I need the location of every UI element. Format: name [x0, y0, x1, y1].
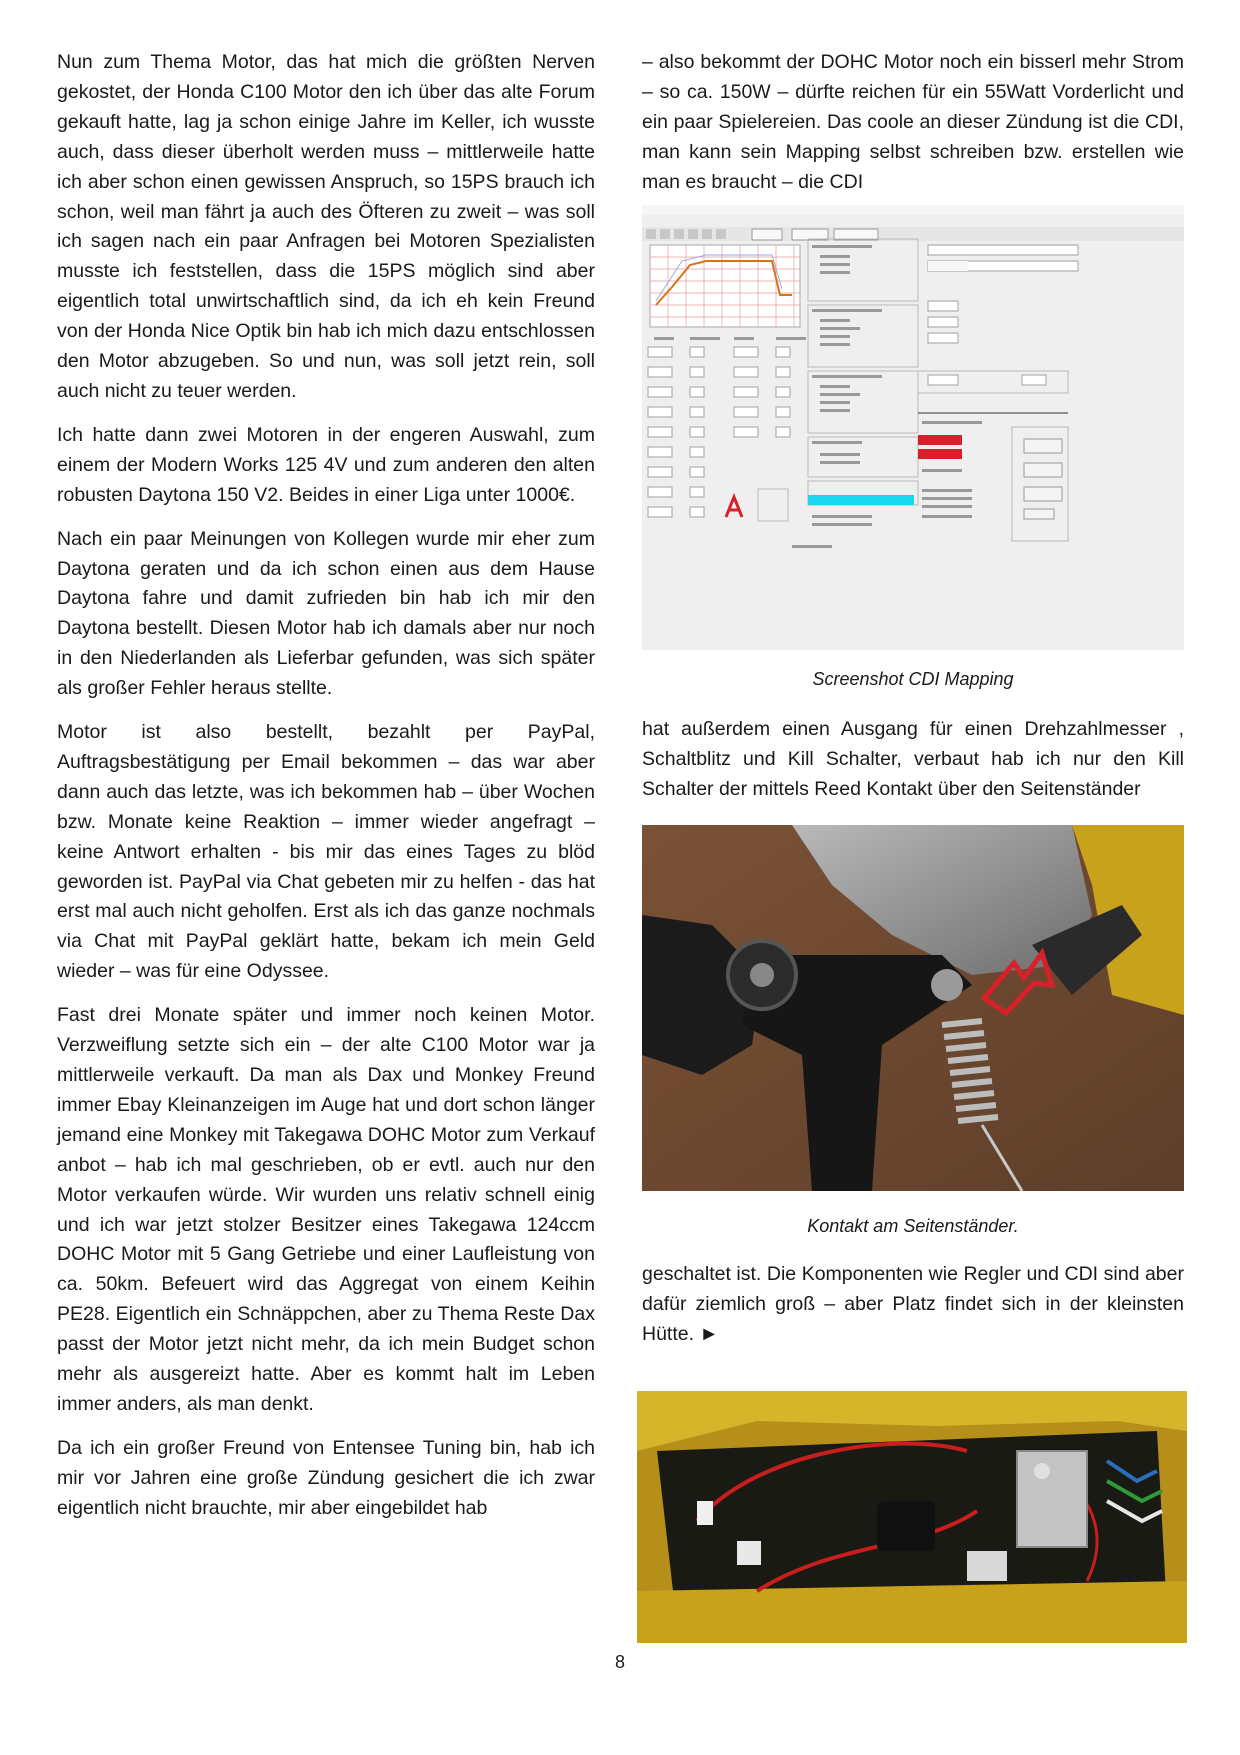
left-column — [57, 48, 595, 1538]
page-number: 8 — [614, 1652, 625, 1672]
right-column-middle — [642, 715, 1184, 819]
paragraph: Nach ein paar Meinungen von Kollegen wurde mir eher zum Daytona geraten und da ich schon einen aus dem Hause Daytona fahre und damit zufrieden bin hab ich mir den Daytona bestellt. Diesen Motor hab ich damals aber nur noch in den Niederlanden als Lieferbar gefunden, was sich später als großer Fehler heraus stellte. — [57, 527, 595, 700]
cdi-mapping-screenshot — [642, 205, 1184, 650]
paragraph: Da ich ein großer Freund von Entensee Tuning bin, hab ich mir vor Jahren eine große Zündung gesichert die ich zwar eigentlich nicht brauchte, mir aber eingebildet hab — [57, 1436, 595, 1519]
figure-caption: Screenshot CDI Mapping — [812, 669, 1014, 689]
figure-caption: Kontakt am Seitenständer. — [807, 1216, 1019, 1236]
paragraph: Nun zum Thema Motor, das hat mich die größten Nerven gekostet, der Honda C100 Motor den ich über das alte Forum gekauft hatte, lag ja schon einige Jahre im Keller, ich wusste auch, dass dieser überholt werden muss – mittlerweile hatte ich aber schon einen gewissen Anspruch, so 15PS brauch ich schon, weil man fährt ja auch des Öfteren zu zweit – was soll ich sagen nach ein paar Anfragen bei Motoren Spezialisten musste ich feststellen, dass die 15PS möglich sind aber eigentlich total unwirtschaftlich sind, da ich eh kein Freund von der Honda Nice Optik bin hab ich mich dazu entschlossen den Motor abzugeben. So und nun, was soll jetzt rein, soll auch nicht zu teuer werden. — [57, 51, 595, 402]
paragraph: geschaltet ist. Die Komponenten wie Regler und CDI sind aber dafür ziemlich groß – aber Platz findet sich in der kleinsten Hütte. ► — [642, 1263, 1184, 1345]
paragraph: – also bekommt der DOHC Motor noch ein bisserl mehr Strom – so ca. 150W – dürfte reichen für ein 55Watt Vorderlicht und ein paar Spielereien. Das coole an dieser Zündung ist die CDI, man kann sein Mapping selbst schreiben bzw. erstellen wie man es braucht – die CDI — [642, 51, 1184, 193]
paragraph: Motor ist also bestellt, bezahlt per PayPal, Auftragsbestätigung per Email bekommen – das war aber dann auch das letzte, was ich bekommen hab – über Wochen bzw. Monate keine Reaktion – immer wieder angefragt – keine Antwort erhalten - bis mir das eines Tages zu blöd geworden ist. PayPal via Chat gebeten mir zu helfen - das hat erst mal auch nicht geholfen. Erst als ich das ganze nochmals via Chat mit PayPal geklärt hatte, bekam ich mein Geld wieder – was für eine Odyssee. — [57, 721, 595, 983]
right-column-bottom — [642, 1260, 1184, 1364]
right-column-top — [642, 48, 1184, 212]
side-stand-contact-photo — [642, 825, 1184, 1191]
paragraph: Ich hatte dann zwei Motoren in der engeren Auswahl, zum einem der Modern Works 125 4V und zum anderen den alten robusten Daytona 150 V2. Beides in einer Liga unter 1000€. — [57, 423, 595, 506]
wiring-photo — [637, 1391, 1187, 1643]
paragraph: Fast drei Monate später und immer noch keinen Motor. Verzweiflung setzte sich ein – der alte C100 Motor war ja mittlerweile verkauft. Da man als Dax und Monkey Freund immer Ebay Kleinanzeigen im Auge hat und dort schon länger jemand eine Monkey mit Takegawa DOHC Motor zum Verkauf anbot – hab ich mal geschrieben, ob er evtl. auch nur den Motor verkaufen würde. Wir wurden uns relativ schnell einig und ich war jetzt stolzer Besitzer eines Takegawa 124ccm DOHC Motor mit 5 Gang Getriebe und einer Laufleistung von ca. 50km. Befeuert wird das Aggregat von einem Keihin PE28. Eigentlich ein Schnäppchen, aber zu Thema Reste Dax passt der Motor jetzt nicht mehr, da ich mein Budget schon mehr als ausgereizt hatte. Aber es kommt halt im Leben immer anders, als man denkt. — [57, 1004, 595, 1415]
paragraph: hat außerdem einen Ausgang für einen Drehzahlmesser , Schaltblitz und Kill Schalter, verbaut hab ich nur den Kill Schalter der mittels Reed Kontakt über den Seitenständer — [642, 718, 1184, 800]
